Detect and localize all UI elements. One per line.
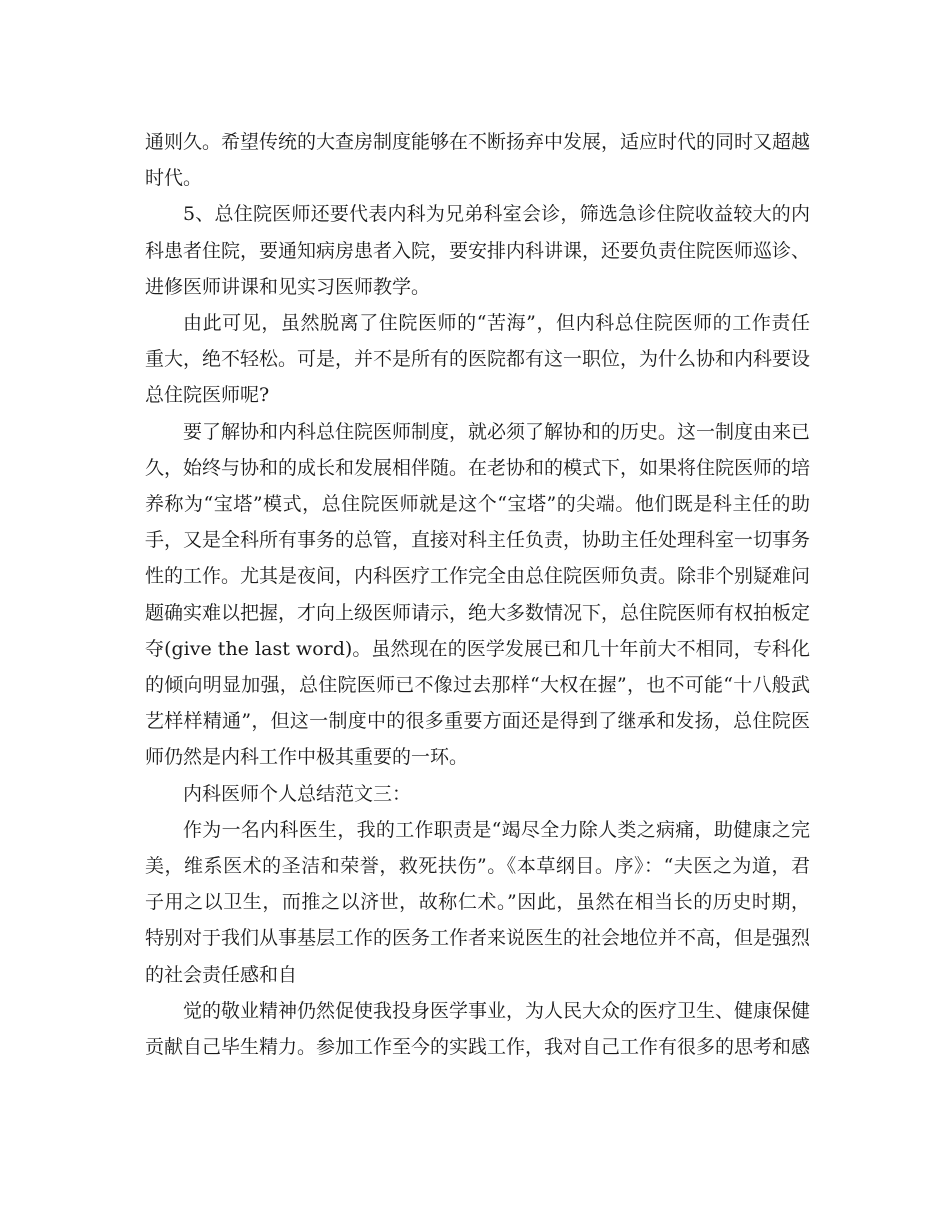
section-heading: 内科医师个人总结范文三：: [183, 782, 412, 805]
document-body: [145, 124, 810, 1065]
paragraph-3: 由此可见，虽然脱离了住院医师的“苦海”，但内科总住院医师的工作责任重大，绝不轻松。可是，并不是所有的医院都有这一职位，为什么协和内科要设总住院医师呢?: [145, 312, 811, 407]
paragraph-1: 通则久。希望传统的大查房制度能够在不断扬弃中发展，适应时代的同时又超越时代。: [145, 131, 811, 190]
paragraph-4: 要了解协和内科总住院医师制度，就必须了解协和的历史。这一制度由来已久，始终与协和的成长和发展相伴随。在老协和的模式下，如果将住院医师的培养称为“宝塔”模式，总住院医师就是这个“宝塔”的尖端。他们既是科主任的助手，又是全科所有事务的总管，直接对科主任负责，协助主任处理科室一切事务性的工作。尤其是夜间，内科医疗工作完全由总住院医师负责。除非个别疑难问题确实难以把握，才向上级医师请示，绝大多数情况下，总住院医师有权拍板定夺(give the last word)。虽然现在的医学发展已和几十年前大不相同，专科化的倾向明显加强，总住院医师已不像过去那样“大权在握”，也不可能“十八般武艺样样精通”，但这一制度中的很多重要方面还是得到了继承和发扬，总住院医师仍然是内科工作中极其重要的一环。: [145, 420, 811, 769]
paragraph-6: 作为一名内科医生，我的工作职责是“竭尽全力除人类之病痛，助健康之完美，维系医术的圣洁和荣誉，救死扶伤”。《本草纲目。序》：“夫医之为道，君子用之以卫生，而推之以济世，故称仁术。”因此，虽然在相当长的历史时期，特别对于我们从事基层工作的医务工作者来说医生的社会地位并不高，但是强烈的社会责任感和自: [145, 818, 811, 986]
paragraph-7: 觉的敬业精神仍然促使我投身医学事业，为人民大众的医疗卫生、健康保健贡献自己毕生精力。参加工作至今的实践工作，我对自己工作有很多的思考和感: [145, 999, 811, 1059]
paragraph-2: 5、总住院医师还要代表内科为兄弟科室会诊，筛选急诊住院收益较大的内科患者住院，要通知病房患者入院，要安排内科讲课，还要负责住院医师巡诊、进修医师讲课和见实习医师教学。: [145, 203, 811, 298]
